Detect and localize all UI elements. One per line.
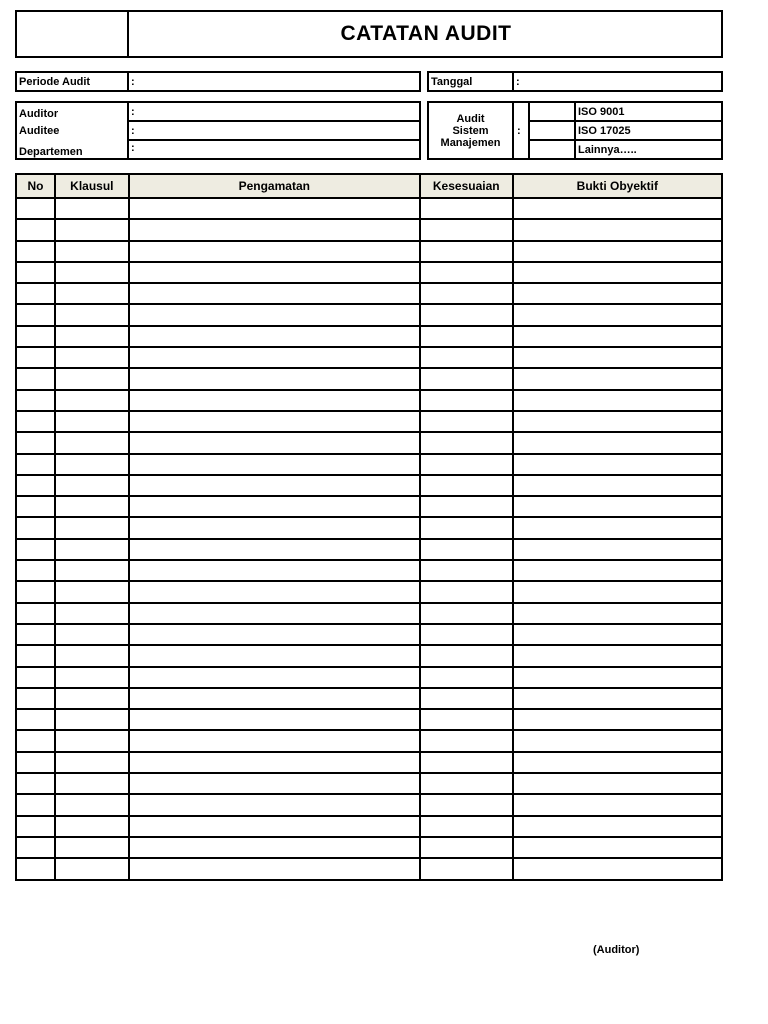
cell-bukti-obyektif[interactable] <box>513 645 722 666</box>
cell-kesesuaian[interactable] <box>420 241 513 262</box>
column-header-kesesuaian: Kesesuaian <box>420 174 513 198</box>
cell-bukti-obyektif[interactable] <box>513 304 722 325</box>
cell-kesesuaian[interactable] <box>420 368 513 389</box>
table-row <box>16 709 722 730</box>
cell-klausul[interactable] <box>55 667 129 688</box>
cell-pengamatan[interactable] <box>129 241 420 262</box>
cell-kesesuaian[interactable] <box>420 837 513 858</box>
table-row <box>16 368 722 389</box>
cell-pengamatan[interactable] <box>129 198 420 219</box>
column-header-bukti-obyektif: Bukti Obyektif <box>513 174 722 198</box>
table-header-row <box>16 174 722 198</box>
cell-no[interactable] <box>16 432 55 453</box>
cell-pengamatan[interactable] <box>129 390 420 411</box>
table-row <box>16 560 722 581</box>
cell-pengamatan[interactable] <box>129 816 420 837</box>
cell-klausul[interactable] <box>55 219 129 240</box>
cell-pengamatan[interactable] <box>129 709 420 730</box>
cell-pengamatan[interactable] <box>129 773 420 794</box>
cell-bukti-obyektif[interactable] <box>513 837 722 858</box>
cell-klausul[interactable] <box>55 304 129 325</box>
table-row <box>16 219 722 240</box>
cell-no[interactable] <box>16 454 55 475</box>
cell-no[interactable] <box>16 262 55 283</box>
table-row <box>16 816 722 837</box>
cell-kesesuaian[interactable] <box>420 667 513 688</box>
cell-bukti-obyektif[interactable] <box>513 816 722 837</box>
cell-klausul[interactable] <box>55 326 129 347</box>
cell-kesesuaian[interactable] <box>420 581 513 602</box>
cell-bukti-obyektif[interactable] <box>513 773 722 794</box>
cell-kesesuaian[interactable] <box>420 390 513 411</box>
departemen-label: Departemen <box>19 146 83 158</box>
auditor-signature-label: (Auditor) <box>593 944 640 956</box>
cell-bukti-obyektif[interactable] <box>513 858 722 879</box>
cell-klausul[interactable] <box>55 539 129 560</box>
table-row <box>16 645 722 666</box>
cell-pengamatan[interactable] <box>129 603 420 624</box>
cell-kesesuaian[interactable] <box>420 304 513 325</box>
tanggal-label: Tanggal <box>431 76 473 88</box>
cell-no[interactable] <box>16 752 55 773</box>
cell-klausul[interactable] <box>55 517 129 538</box>
table-row <box>16 432 722 453</box>
cell-bukti-obyektif[interactable] <box>513 624 722 645</box>
auditor-field[interactable] <box>127 101 421 122</box>
cell-bukti-obyektif[interactable] <box>513 560 722 581</box>
cell-no[interactable] <box>16 709 55 730</box>
colon: : <box>516 76 520 88</box>
cell-bukti-obyektif[interactable] <box>513 581 722 602</box>
cell-bukti-obyektif[interactable] <box>513 347 722 368</box>
cell-no[interactable] <box>16 347 55 368</box>
cell-bukti-obyektif[interactable] <box>513 539 722 560</box>
cell-no[interactable] <box>16 581 55 602</box>
cell-no[interactable] <box>16 688 55 709</box>
cell-klausul[interactable] <box>55 198 129 219</box>
cell-no[interactable] <box>16 603 55 624</box>
cell-klausul[interactable] <box>55 283 129 304</box>
cell-kesesuaian[interactable] <box>420 262 513 283</box>
cell-no[interactable] <box>16 475 55 496</box>
cell-pengamatan[interactable] <box>129 496 420 517</box>
cell-no[interactable] <box>16 198 55 219</box>
cell-no[interactable] <box>16 624 55 645</box>
cell-kesesuaian[interactable] <box>420 539 513 560</box>
cell-bukti-obyektif[interactable] <box>513 794 722 815</box>
cell-no[interactable] <box>16 304 55 325</box>
cell-kesesuaian[interactable] <box>420 198 513 219</box>
cell-pengamatan[interactable] <box>129 752 420 773</box>
table-row <box>16 326 722 347</box>
document-title: CATATAN AUDIT <box>340 22 512 45</box>
cell-kesesuaian[interactable] <box>420 773 513 794</box>
cell-no[interactable] <box>16 390 55 411</box>
cell-pengamatan[interactable] <box>129 539 420 560</box>
periode-label-cell <box>15 71 129 92</box>
table-row <box>16 198 722 219</box>
table-row <box>16 752 722 773</box>
table-row <box>16 411 722 432</box>
cell-no[interactable] <box>16 837 55 858</box>
table-row <box>16 347 722 368</box>
iso-17025-checkbox[interactable] <box>528 120 576 141</box>
colon: : <box>131 76 135 88</box>
cell-bukti-obyektif[interactable] <box>513 219 722 240</box>
cell-pengamatan[interactable] <box>129 432 420 453</box>
cell-pengamatan[interactable] <box>129 368 420 389</box>
cell-pengamatan[interactable] <box>129 730 420 751</box>
cell-klausul[interactable] <box>55 560 129 581</box>
cell-klausul[interactable] <box>55 794 129 815</box>
table-row <box>16 730 722 751</box>
cell-no[interactable] <box>16 326 55 347</box>
cell-pengamatan[interactable] <box>129 794 420 815</box>
cell-klausul[interactable] <box>55 645 129 666</box>
table-row <box>16 581 722 602</box>
periode-audit-label: Periode Audit <box>19 76 91 88</box>
cell-klausul[interactable] <box>55 390 129 411</box>
cell-pengamatan[interactable] <box>129 475 420 496</box>
table-row <box>16 624 722 645</box>
sistem-label-cell <box>427 101 514 160</box>
cell-no[interactable] <box>16 368 55 389</box>
column-header-no: No <box>16 174 55 198</box>
iso-9001-label: ISO 9001 <box>578 106 625 118</box>
iso-9001-cell <box>574 101 723 122</box>
cell-pengamatan[interactable] <box>129 688 420 709</box>
colon: : <box>131 106 135 118</box>
cell-kesesuaian[interactable] <box>420 730 513 751</box>
cell-pengamatan[interactable] <box>129 560 420 581</box>
tanggal-label-cell <box>427 71 514 92</box>
colon: : <box>131 125 135 137</box>
iso-17025-label: ISO 17025 <box>578 125 631 137</box>
cell-kesesuaian[interactable] <box>420 709 513 730</box>
cell-bukti-obyektif[interactable] <box>513 454 722 475</box>
cell-klausul[interactable] <box>55 411 129 432</box>
cell-pengamatan[interactable] <box>129 454 420 475</box>
cell-no[interactable] <box>16 816 55 837</box>
cell-pengamatan[interactable] <box>129 858 420 879</box>
cell-bukti-obyektif[interactable] <box>513 390 722 411</box>
cell-bukti-obyektif[interactable] <box>513 730 722 751</box>
cell-pengamatan[interactable] <box>129 645 420 666</box>
cell-no[interactable] <box>16 560 55 581</box>
table-row <box>16 858 722 879</box>
cell-klausul[interactable] <box>55 752 129 773</box>
cell-no[interactable] <box>16 645 55 666</box>
cell-klausul[interactable] <box>55 454 129 475</box>
cell-kesesuaian[interactable] <box>420 560 513 581</box>
cell-klausul[interactable] <box>55 688 129 709</box>
cell-bukti-obyektif[interactable] <box>513 475 722 496</box>
cell-no[interactable] <box>16 517 55 538</box>
cell-bukti-obyektif[interactable] <box>513 326 722 347</box>
cell-pengamatan[interactable] <box>129 283 420 304</box>
table-row <box>16 496 722 517</box>
audit-sistem-manajemen-label: Audit Sistem Manajemen <box>440 112 501 149</box>
table-row <box>16 262 722 283</box>
table-row <box>16 304 722 325</box>
table-row <box>16 539 722 560</box>
cell-kesesuaian[interactable] <box>420 688 513 709</box>
cell-kesesuaian[interactable] <box>420 624 513 645</box>
cell-bukti-obyektif[interactable] <box>513 688 722 709</box>
cell-bukti-obyektif[interactable] <box>513 411 722 432</box>
cell-pengamatan[interactable] <box>129 581 420 602</box>
lainnya-checkbox[interactable] <box>528 139 576 160</box>
lainnya-cell <box>574 139 723 160</box>
lainnya-label: Lainnya….. <box>578 144 637 156</box>
audit-table <box>15 173 723 881</box>
cell-klausul[interactable] <box>55 262 129 283</box>
cell-klausul[interactable] <box>55 241 129 262</box>
cell-no[interactable] <box>16 773 55 794</box>
cell-kesesuaian[interactable] <box>420 475 513 496</box>
cell-klausul[interactable] <box>55 347 129 368</box>
cell-kesesuaian[interactable] <box>420 326 513 347</box>
cell-no[interactable] <box>16 667 55 688</box>
table-row <box>16 603 722 624</box>
cell-kesesuaian[interactable] <box>420 603 513 624</box>
table-row <box>16 454 722 475</box>
cell-pengamatan[interactable] <box>129 347 420 368</box>
cell-klausul[interactable] <box>55 624 129 645</box>
cell-klausul[interactable] <box>55 709 129 730</box>
cell-klausul[interactable] <box>55 581 129 602</box>
auditee-label: Auditee <box>19 125 60 137</box>
iso-17025-cell <box>574 120 723 141</box>
cell-pengamatan[interactable] <box>129 411 420 432</box>
cell-kesesuaian[interactable] <box>420 496 513 517</box>
table-row <box>16 667 722 688</box>
cell-klausul[interactable] <box>55 368 129 389</box>
table-row <box>16 773 722 794</box>
logo-cell <box>15 10 129 58</box>
cell-klausul[interactable] <box>55 496 129 517</box>
column-header-klausul: Klausul <box>55 174 129 198</box>
table-row <box>16 475 722 496</box>
tanggal-field[interactable] <box>512 71 723 92</box>
cell-kesesuaian[interactable] <box>420 517 513 538</box>
cell-bukti-obyektif[interactable] <box>513 709 722 730</box>
cell-bukti-obyektif[interactable] <box>513 752 722 773</box>
cell-kesesuaian[interactable] <box>420 752 513 773</box>
cell-no[interactable] <box>16 794 55 815</box>
cell-no[interactable] <box>16 219 55 240</box>
table-row <box>16 283 722 304</box>
cell-pengamatan[interactable] <box>129 304 420 325</box>
auditee-field[interactable] <box>127 120 421 141</box>
table-body <box>16 198 722 880</box>
parties-label-cell <box>15 101 129 160</box>
cell-klausul[interactable] <box>55 837 129 858</box>
cell-no[interactable] <box>16 539 55 560</box>
cell-pengamatan[interactable] <box>129 219 420 240</box>
cell-bukti-obyektif[interactable] <box>513 198 722 219</box>
iso-9001-checkbox[interactable] <box>528 101 576 122</box>
cell-bukti-obyektif[interactable] <box>513 603 722 624</box>
cell-klausul[interactable] <box>55 773 129 794</box>
cell-klausul[interactable] <box>55 858 129 879</box>
cell-kesesuaian[interactable] <box>420 454 513 475</box>
cell-bukti-obyektif[interactable] <box>513 667 722 688</box>
cell-no[interactable] <box>16 283 55 304</box>
cell-bukti-obyektif[interactable] <box>513 241 722 262</box>
cell-kesesuaian[interactable] <box>420 432 513 453</box>
table-row <box>16 390 722 411</box>
cell-kesesuaian[interactable] <box>420 283 513 304</box>
cell-pengamatan[interactable] <box>129 837 420 858</box>
cell-no[interactable] <box>16 858 55 879</box>
cell-klausul[interactable] <box>55 432 129 453</box>
cell-klausul[interactable] <box>55 475 129 496</box>
cell-no[interactable] <box>16 241 55 262</box>
cell-kesesuaian[interactable] <box>420 645 513 666</box>
table-row <box>16 688 722 709</box>
table-row <box>16 517 722 538</box>
cell-no[interactable] <box>16 496 55 517</box>
table-row <box>16 837 722 858</box>
table-row <box>16 241 722 262</box>
column-header-pengamatan: Pengamatan <box>129 174 420 198</box>
cell-kesesuaian[interactable] <box>420 816 513 837</box>
cell-klausul[interactable] <box>55 730 129 751</box>
cell-bukti-obyektif[interactable] <box>513 496 722 517</box>
cell-pengamatan[interactable] <box>129 262 420 283</box>
cell-bukti-obyektif[interactable] <box>513 283 722 304</box>
departemen-field[interactable] <box>127 139 421 160</box>
cell-kesesuaian[interactable] <box>420 347 513 368</box>
colon: : <box>517 125 521 137</box>
cell-kesesuaian[interactable] <box>420 219 513 240</box>
cell-kesesuaian[interactable] <box>420 858 513 879</box>
cell-no[interactable] <box>16 730 55 751</box>
cell-no[interactable] <box>16 411 55 432</box>
cell-bukti-obyektif[interactable] <box>513 432 722 453</box>
cell-pengamatan[interactable] <box>129 624 420 645</box>
auditor-label: Auditor <box>19 108 59 120</box>
cell-kesesuaian[interactable] <box>420 794 513 815</box>
colon: : <box>131 142 135 154</box>
cell-bukti-obyektif[interactable] <box>513 262 722 283</box>
cell-bukti-obyektif[interactable] <box>513 368 722 389</box>
cell-kesesuaian[interactable] <box>420 411 513 432</box>
cell-pengamatan[interactable] <box>129 326 420 347</box>
table-row <box>16 794 722 815</box>
cell-bukti-obyektif[interactable] <box>513 517 722 538</box>
cell-pengamatan[interactable] <box>129 667 420 688</box>
cell-klausul[interactable] <box>55 816 129 837</box>
cell-pengamatan[interactable] <box>129 517 420 538</box>
cell-klausul[interactable] <box>55 603 129 624</box>
periode-audit-field[interactable] <box>127 71 421 92</box>
